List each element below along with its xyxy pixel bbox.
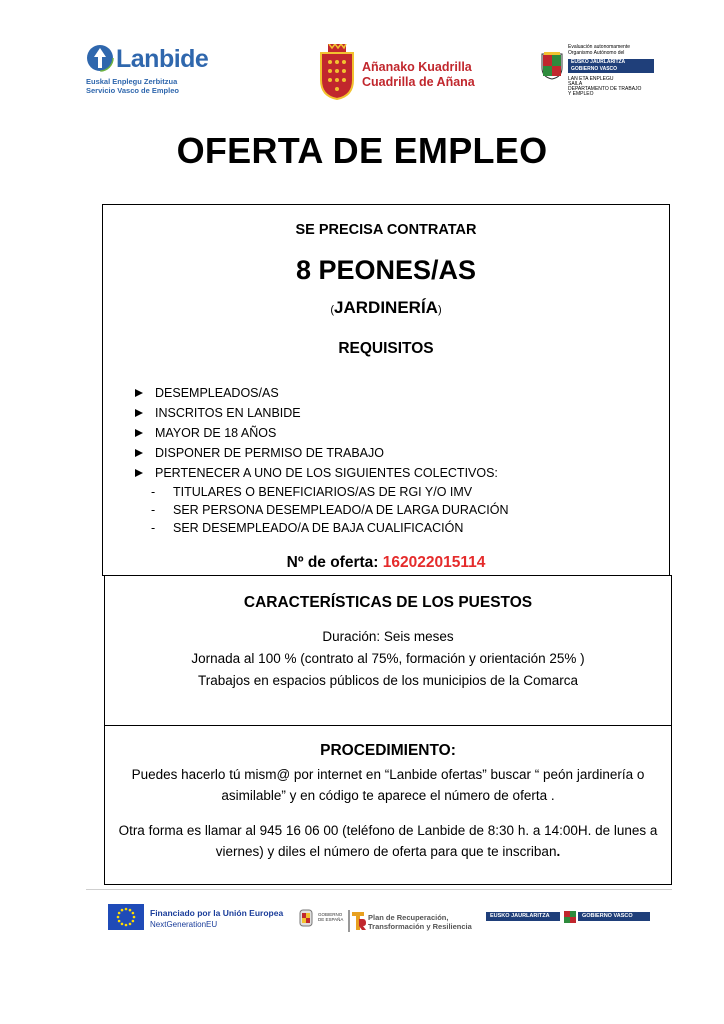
procedure-online-text: Puedes hacerlo tú mism@ por internet en “Lanbide ofertas” buscar “ peón jardinería o asimilable” y en código te aparece el número de oferta .	[131, 767, 645, 803]
gv-dept-line1: LAN ETA ENPLEGU	[568, 76, 614, 82]
lanbide-logo	[84, 42, 224, 98]
dash-marker: -	[151, 503, 156, 517]
lanbide-subtitle-basque: Euskal Enplegu Zerbitzua	[86, 77, 178, 86]
offer-number-line	[103, 554, 669, 572]
work-location-line: Trabajos en espacios públicos de los municipios de la Comarca	[198, 673, 578, 688]
gobierno-vasco-logo	[540, 42, 670, 98]
list-item: INSCRITOS EN LANBIDE	[131, 403, 498, 423]
gobierno-espana-text	[318, 912, 343, 922]
gobierno-espana-logo	[298, 906, 346, 934]
gv-name-spanish: GOBIERNO VASCO	[571, 66, 618, 72]
recovery-plan-logo	[348, 908, 478, 934]
eu-funding-line2: NextGenerationEU	[150, 920, 218, 929]
specialty-open-paren: (	[330, 304, 335, 316]
gobierno-espana-line1: GOBIERNO	[318, 912, 343, 917]
list-item	[151, 501, 509, 519]
characteristics-box	[104, 575, 672, 726]
recovery-plan-line2: Transformación y Resiliencia	[368, 922, 472, 931]
gv-name-basque: EUSKO JAURLARITZA	[571, 59, 626, 65]
requirements-heading: REQUISITOS	[338, 340, 434, 357]
page-title: OFERTA DE EMPLEO	[176, 130, 548, 171]
dash-marker: -	[151, 521, 156, 535]
list-item: MAYOR DE 18 AÑOS	[131, 423, 498, 443]
gv-name-box	[568, 59, 654, 73]
gv-dept-line3: DEPARTAMENTO DE TRABAJO	[568, 86, 642, 92]
offer-number-label: Nº de oferta:	[286, 554, 383, 571]
positions-title: 8 PEONES/AS	[295, 255, 477, 285]
collective-label: SER DESEMPLEADO/A DE BAJA CUALIFICACIÓN	[173, 521, 464, 535]
footer-divider	[86, 889, 672, 890]
basque-coat-of-arms-icon	[540, 52, 564, 80]
procedure-phone-text	[105, 820, 671, 862]
cuadrilla-name-spanish: Cuadrilla de Añana	[362, 75, 475, 89]
recovery-plan-line1: Plan de Recuperación,	[368, 913, 449, 922]
collective-label: TITULARES O BENEFICIARIOS/AS DE RGI Y/O IMV	[173, 485, 473, 499]
list-item	[151, 483, 509, 501]
gv-footer-basque: EUSKO JAURLARITZA	[486, 912, 560, 921]
lanbide-wordmark: Lanbide	[116, 45, 209, 73]
list-item: DESEMPLEADOS/AS	[131, 383, 498, 403]
eu-funding-logo	[108, 904, 288, 934]
eu-flag-icon	[108, 904, 144, 930]
lanbide-emblem-icon	[86, 44, 114, 72]
offer-box	[102, 204, 670, 576]
coat-of-arms-icon	[318, 44, 356, 100]
basque-coat-of-arms-icon	[563, 911, 577, 923]
characteristics-heading: CARACTERÍSTICAS DE LOS PUESTOS	[243, 594, 533, 611]
hire-heading: SE PRECISA CONTRATAR	[295, 222, 477, 238]
lanbide-subtitle-spanish: Servicio Vasco de Empleo	[86, 86, 179, 95]
list-item	[151, 519, 509, 537]
specialty-label: JARDINERÍA	[334, 298, 438, 317]
eu-funding-line1: Financiado por la Unión Europea	[150, 908, 284, 918]
specialty-close-paren: )	[437, 304, 442, 316]
list-item: PERTENECER A UNO DE LOS SIGUIENTES COLECTIVOS:	[131, 463, 498, 483]
list-item: DISPONER DE PERMISO DE TRABAJO	[131, 443, 498, 463]
gv-dept-line2: SAILA	[568, 81, 583, 87]
dash-marker: -	[151, 485, 156, 499]
cuadrilla-name-basque: Añanako Kuadrilla	[362, 60, 472, 74]
collectives-list	[151, 483, 509, 537]
gv-top-line1: Evaluación autonomamente	[568, 44, 630, 50]
cuadrilla-logo	[316, 44, 476, 104]
gv-footer-spanish: GOBIERNO VASCO	[578, 912, 650, 921]
procedure-heading: PROCEDIMIENTO:	[320, 742, 456, 759]
collective-label: SER PERSONA DESEMPLEADO/A DE LARGA DURACIÓN	[173, 503, 509, 517]
gobierno-vasco-footer-logo	[486, 911, 650, 923]
gobierno-espana-line2: DE ESPAÑA	[318, 917, 344, 922]
gv-dept-line4: Y EMPLEO	[568, 91, 594, 97]
requirements-list	[131, 383, 498, 483]
recovery-plan-tr-icon	[348, 910, 366, 932]
procedure-phone-body: Otra forma es llamar al 945 16 06 00 (teléfono de Lanbide de 8:30 h. a 14:00H. de lunes a viernes) y diles el número de oferta para que te inscriban	[118, 823, 658, 859]
gv-top-line2: Organismo Autónomo del	[568, 50, 625, 56]
offer-number: 162022015114	[382, 554, 486, 571]
procedure-phone-period: .	[556, 844, 561, 859]
procedure-box	[104, 725, 672, 885]
duration-line: Duración: Seis meses	[322, 629, 454, 644]
workday-line: Jornada al 100 % (contrato al 75%, formación y orientación 25% )	[191, 651, 585, 666]
spain-coat-of-arms-icon	[298, 908, 314, 930]
specialty	[103, 298, 669, 318]
